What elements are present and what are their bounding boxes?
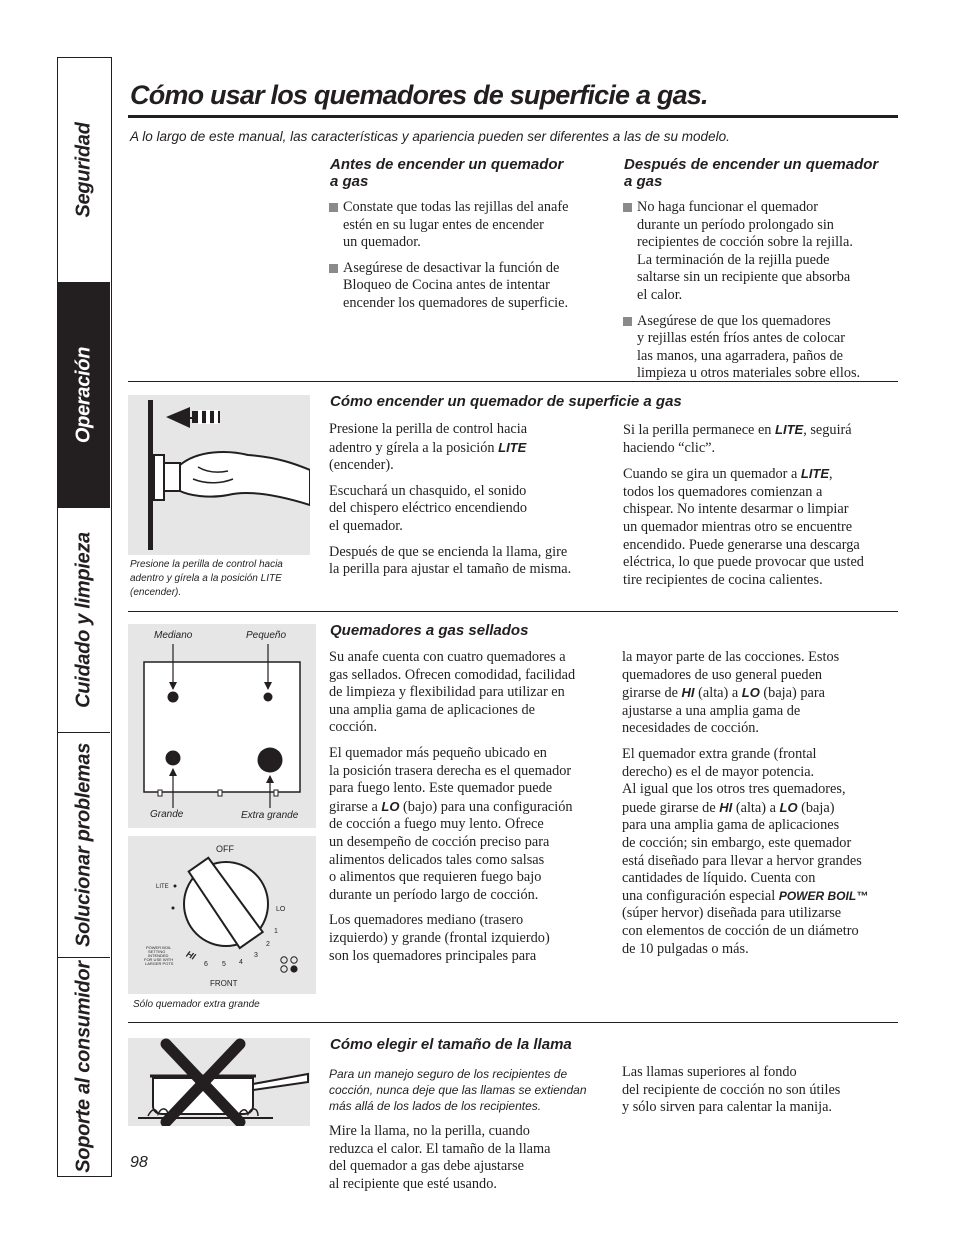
divider — [128, 381, 898, 382]
label-extra-grande: Extra grande — [241, 810, 299, 821]
before-heading: Antes de encender un quemador a gas — [330, 156, 564, 190]
knob-hand-illustration — [128, 395, 310, 555]
svg-text:4: 4 — [239, 959, 243, 966]
tab-operacion[interactable]: Operación — [58, 283, 110, 508]
label-mediano: Mediano — [154, 630, 193, 641]
lighting-caption: Presione la perilla de control hacia adentro y gírela a la posición LITE (encender). — [130, 559, 283, 598]
burner-layout-diagram — [128, 624, 316, 828]
svg-text:6: 6 — [204, 961, 208, 968]
knob-caption: Sólo quemador extra grande — [133, 999, 260, 1010]
tab-soporte-al-consumidor[interactable]: Soporte al consumidor — [72, 960, 95, 1173]
flame-safety-note: Para un manejo seguro de los recipientes de cocción, nunca deje que las llamas se extiendan más allá de los lados de los recipientes. — [329, 1067, 587, 1113]
page-title: Cómo usar los quemadores de superficie a gas. — [130, 80, 708, 110]
flame-left-text: Mire la llama, no la perilla, cuando reduzca el calor. El tamaño de la llama del quemador a gas debe ajustarse al recipiente que esté usando. — [329, 1123, 551, 1192]
sealed-heading: Quemadores a gas sellados — [330, 622, 529, 639]
svg-text:FOR USE WITH: FOR USE WITH — [144, 957, 174, 962]
sealed-right-text: la mayor parte de las cocciones. Estos quemadores de uso general pueden girarse de HI (alta) a LO (baja) para ajustarse a una amplia gama de necesidades de cocción. El quemador extra grande (frontal derecho) es el de mayor potencia. Al igual que los otros tres quemadores, puede girarse de HI (alta) a LO (baja) para una amplia gama de aplicaciones de cocción; sin embargo, este quemador está diseñado para llevar a hervor grandes cantidades de líquido. Cuenta con una configuración especial POWER BOIL™ (súper hervor) diseñada para utilizarse con elementos de cocción de un diámetro de 10 pulgadas o más. — [622, 649, 869, 957]
lighting-left-text: Presione la perilla de control hacia adentro y gírela a la posición LITE (encender). Escuchará un chasquido, el sonido del chispero eléctrico encendiendo el quemador. Después de que se encienda la llama, gire la perilla para ajustar el tamaño de misma. — [329, 421, 572, 578]
after-heading: Después de encender un quemador a gas — [624, 156, 879, 190]
flame-right-text: Las llamas superiores al fondo del recipiente de cocción no son útiles y sólo sirven para calentar la manija. — [622, 1064, 841, 1116]
divider — [128, 1022, 898, 1023]
before-lighting-section — [330, 156, 610, 321]
lead-note: A lo largo de este manual, las características y apariencia pueden ser diferentes a las de su modelo. — [130, 129, 730, 144]
svg-text:2: 2 — [266, 941, 270, 948]
label-pequeno: Pequeño — [246, 630, 287, 641]
knob-label-front: FRONT — [210, 979, 238, 988]
pan-flame-illustration — [128, 1038, 310, 1126]
svg-text:SETTING: SETTING — [148, 949, 166, 954]
knob-label-off: OFF — [216, 844, 234, 854]
section-tabs — [57, 57, 112, 1177]
list-item: No haga funcionar el quemador durante un período prolongado sin recipientes de cocción sobre la rejilla. La terminación de la rejilla puede saltarse sin un recipiente que absorba el calor. — [622, 199, 904, 305]
svg-text:3: 3 — [254, 952, 258, 959]
power-boil-knob-diagram — [128, 836, 316, 994]
knob-label-lite: LITE — [156, 884, 169, 890]
flame-heading: Cómo elegir el tamaño de la llama — [330, 1036, 572, 1053]
svg-text:1: 1 — [274, 928, 278, 935]
svg-text:LARGER POTS: LARGER POTS — [145, 961, 174, 966]
title-rule — [128, 115, 898, 118]
list-item: Asegúrese de desactivar la función de Bloqueo de Cocina antes de intentar encender los quemadores de superficie. — [328, 260, 610, 313]
tab-seguridad[interactable]: Seguridad — [58, 58, 110, 283]
knob-label-hi: HI — [184, 948, 198, 962]
sealed-left-text: Su anafe cuenta con cuatro quemadores a gas sellados. Ofrecen comodidad, facilidad de limpieza y flexibilidad para utilizar en una amplia gama de aplicaciones de cocción. El quemador más pequeño ubicado en la posición trasera derecha es el quemador para fuego lento. Este quemador puede girarse a LO (bajo) para una configuración de cocción a fuego muy lento. Ofrece un desempeño de cocción preciso para alimentos delicados tales como salsas o alimentos que requieren fuego bajo durante un período largo de cocción. Los quemadores mediano (trasero izquierdo) y grande (frontal izquierdo) son los quemadores principales para — [329, 649, 576, 964]
lighting-right-text: Si la perilla permanece en LITE, seguirá haciendo “clic”. Cuando se gira un quemador a LITE, todos los quemadores comienzan a chispear. No intente desarmar o limpiar un quemador mientras otro se encuentre encendido. Puede generarse una descarga eléctrica, lo que puede provocar que usted tire recipientes de cocina calientes. — [623, 422, 864, 588]
label-grande: Grande — [150, 809, 184, 820]
tab-solucionar-problemas[interactable]: Solucionar problemas — [58, 733, 110, 958]
svg-text:POWER BOIL: POWER BOIL — [146, 945, 172, 950]
tab-cuidado-y-limpieza[interactable]: Cuidado y limpieza — [58, 508, 110, 733]
knob-label-lo: LO — [276, 906, 286, 913]
svg-text:INTENDED: INTENDED — [148, 953, 169, 958]
divider — [128, 611, 898, 612]
svg-text:5: 5 — [222, 961, 226, 968]
after-lighting-section — [624, 156, 904, 391]
lighting-heading: Cómo encender un quemador de superficie a gas — [330, 393, 682, 410]
list-item: Constate que todas las rejillas del anafe estén en su lugar entes de encender un quemador. — [328, 199, 610, 252]
list-item: Asegúrese de que los quemadores y rejillas estén fríos antes de colocar las manos, una agarradera, paños de limpieza u otros materiales sobre ellos. — [622, 313, 904, 383]
page-number: 98 — [130, 1154, 148, 1171]
